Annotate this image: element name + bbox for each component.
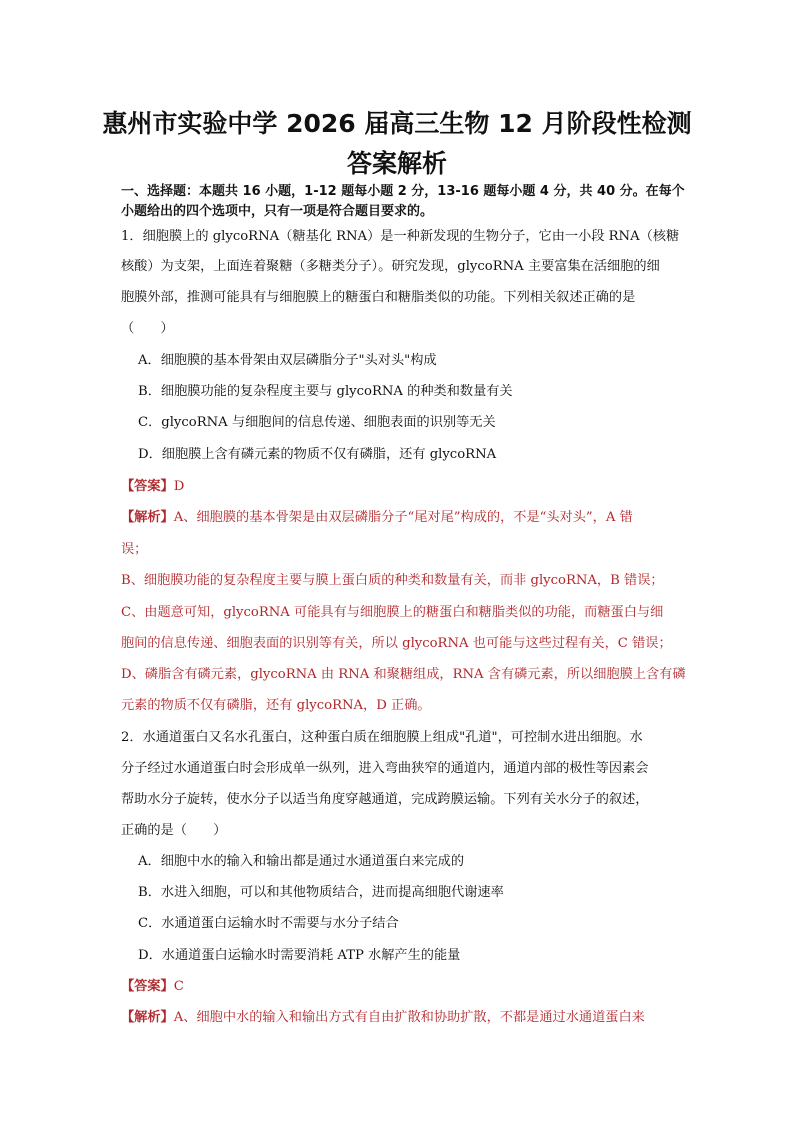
answer-tag: 【答案】 [121,979,174,994]
q1-stem-line-3: 胞膜外部，推测可能具有与细胞膜上的糖蛋白和糖脂类似的功能。下列相关叙述正确的是 [121,290,636,305]
q1-answer [121,477,681,497]
q1-stem-line-1: 1．细胞膜上的 glycoRNA（糖基化 RNA）是一种新发现的生物分子，它由一小段 RNA（核糖 [121,229,680,244]
q1-analysis-line-4: C、由题意可知，glycoRNA 可能具有与细胞膜上的糖蛋白和糖脂类似的功能，而糖蛋白与细 [121,605,664,620]
answer-value: C [173,979,184,994]
section-heading-line-1: 一、选择题：本题共 16 小题，1-12 题每小题 2 分，13-16 题每小题 4 分，共 40 分。在每个 [121,184,685,199]
q2-stem-line-4: 正确的是（ ） [121,823,227,838]
q1-analysis-line-3: B、细胞膜功能的复杂程度主要与膜上蛋白质的种类和数量有关，而非 glycoRNA，B 错误； [121,573,664,588]
q2-option-d: D．水通道蛋白运输水时需要消耗 ATP 水解产生的能量 [138,948,461,963]
q1-analysis-line-7: 元素的物质不仅有磷脂，还有 glycoRNA，D 正确。 [121,698,431,713]
answer-tag: 【答案】 [121,479,174,494]
q1-analysis-line-6: D、磷脂含有磷元素，glycoRNA 由 RNA 和聚糖组成，RNA 含有磷元素，所以细胞膜上含有磷 [121,667,686,682]
q1-option-a: A．细胞膜的基本骨架由双层磷脂分子"头对头"构成 [138,353,437,368]
q1-analysis-line-1 [121,508,681,528]
q2-option-b: B．水进入细胞，可以和其他物质结合，进而提高细胞代谢速率 [138,885,504,900]
analysis-text: A、细胞中水的输入和输出方式有自由扩散和协助扩散，不都是通过水通道蛋白来 [173,1010,645,1025]
document-title: 惠州市实验中学 2026 届高三生物 12 月阶段性检测 [102,109,692,138]
section-heading-line-2: 小题给出的四个选项中，只有一项是符合题目要求的。 [121,204,434,219]
document-subtitle: 答案解析 [346,149,447,178]
q2-option-c: C．水通道蛋白运输水时不需要与水分子结合 [138,916,399,931]
q1-analysis-line-2: 误； [121,542,148,557]
q2-analysis-line-1 [121,1008,681,1028]
q2-stem-line-2: 分子经过水通道蛋白时会形成单一纵列，进入弯曲狭窄的通道内，通道内部的极性等因素会 [121,761,649,776]
q2-stem-line-1: 2．水通道蛋白又名水孔蛋白，这种蛋白质在细胞膜上组成"孔道"，可控制水进出细胞。水 [121,730,643,745]
q1-stem-line-4: （ ） [121,321,174,336]
q1-option-c: C．glycoRNA 与细胞间的信息传递、细胞表面的识别等无关 [138,415,496,430]
q2-answer [121,977,681,997]
q1-stem-line-2: 核酸）为支架，上面连着聚糖（多糖类分子）。研究发现，glycoRNA 主要富集在活细胞的细 [121,259,660,274]
q1-option-b: B．细胞膜功能的复杂程度主要与 glycoRNA 的种类和数量有关 [138,384,513,399]
analysis-tag: 【解析】 [121,1010,174,1025]
answer-value: D [173,479,185,494]
q1-analysis-line-5: 胞间的信息传递、细胞表面的识别等有关，所以 glycoRNA 也可能与这些过程有关，C 错误； [121,636,672,651]
q2-stem-line-3: 帮助水分子旋转，使水分子以适当角度穿越通道，完成跨膜运输。下列有关水分子的叙述， [121,792,649,807]
q1-option-d: D．细胞膜上含有磷元素的物质不仅有磷脂，还有 glycoRNA [138,447,497,462]
analysis-text: A、细胞膜的基本骨架是由双层磷脂分子“尾对尾”构成的，不是“头对头”，A 错 [173,510,633,525]
q2-option-a: A．细胞中水的输入和输出都是通过水通道蛋白来完成的 [138,854,465,869]
analysis-tag: 【解析】 [121,510,174,525]
